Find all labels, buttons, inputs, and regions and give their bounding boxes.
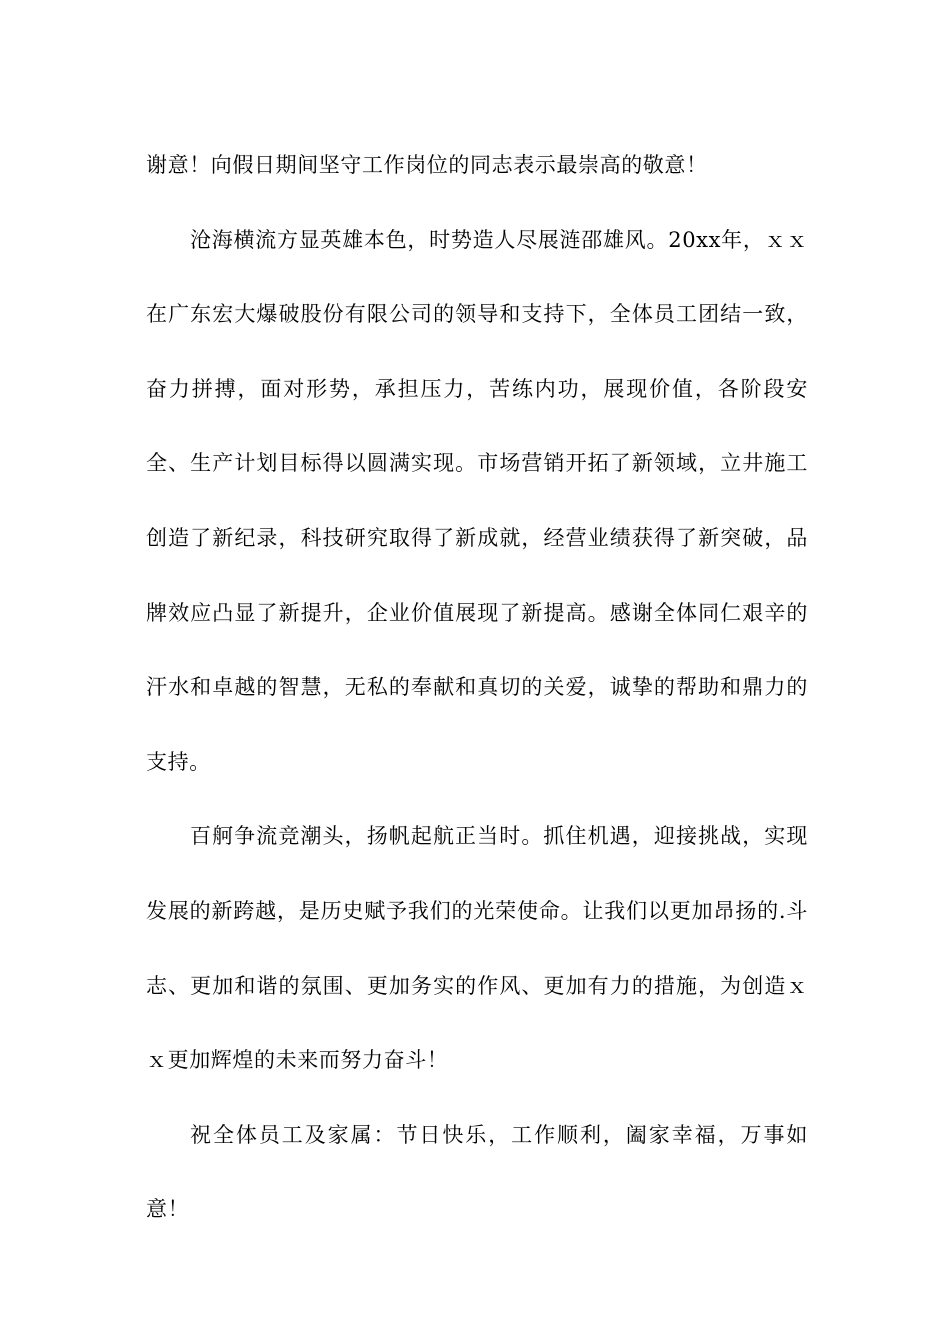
document-body — [146, 128, 808, 1247]
paragraph-mission: 百舸争流竞潮头，扬帆起航正当时。抓住机遇，迎接挑战，实现发展的新跨越，是历史赋予我们的光荣使命。让我们以更加昂扬的.斗志、更加和谐的氛围、更加务实的作风、更加有力的措施，为创造ｘｘ更加辉煌的未来而努力奋斗！ — [146, 824, 808, 1073]
paragraph-wishes: 祝全体员工及家属：节日快乐，工作顺利，阖家幸福，万事如意！ — [146, 1122, 808, 1222]
paragraph-achievements: 沧海横流方显英雄本色，时势造人尽展涟邵雄风。20xx年，ｘｘ在广东宏大爆破股份有限公司的领导和支持下，全体员工团结一致，奋力拼搏，面对形势，承担压力，苦练内功，展现价值，各阶段安全、生产计划目标得以圆满实现。市场营销开拓了新领域，立井施工创造了新纪录，科技研究取得了新成就，经营业绩获得了新突破，品牌效应凸显了新提升，企业价值展现了新提高。感谢全体同仁艰辛的汗水和卓越的智慧，无私的奉献和真切的关爱，诚挚的帮助和鼎力的支持。 — [146, 227, 808, 774]
paragraph-closing-thanks: 谢意！向假日期间坚守工作岗位的同志表示最崇高的敬意！ — [146, 153, 708, 177]
